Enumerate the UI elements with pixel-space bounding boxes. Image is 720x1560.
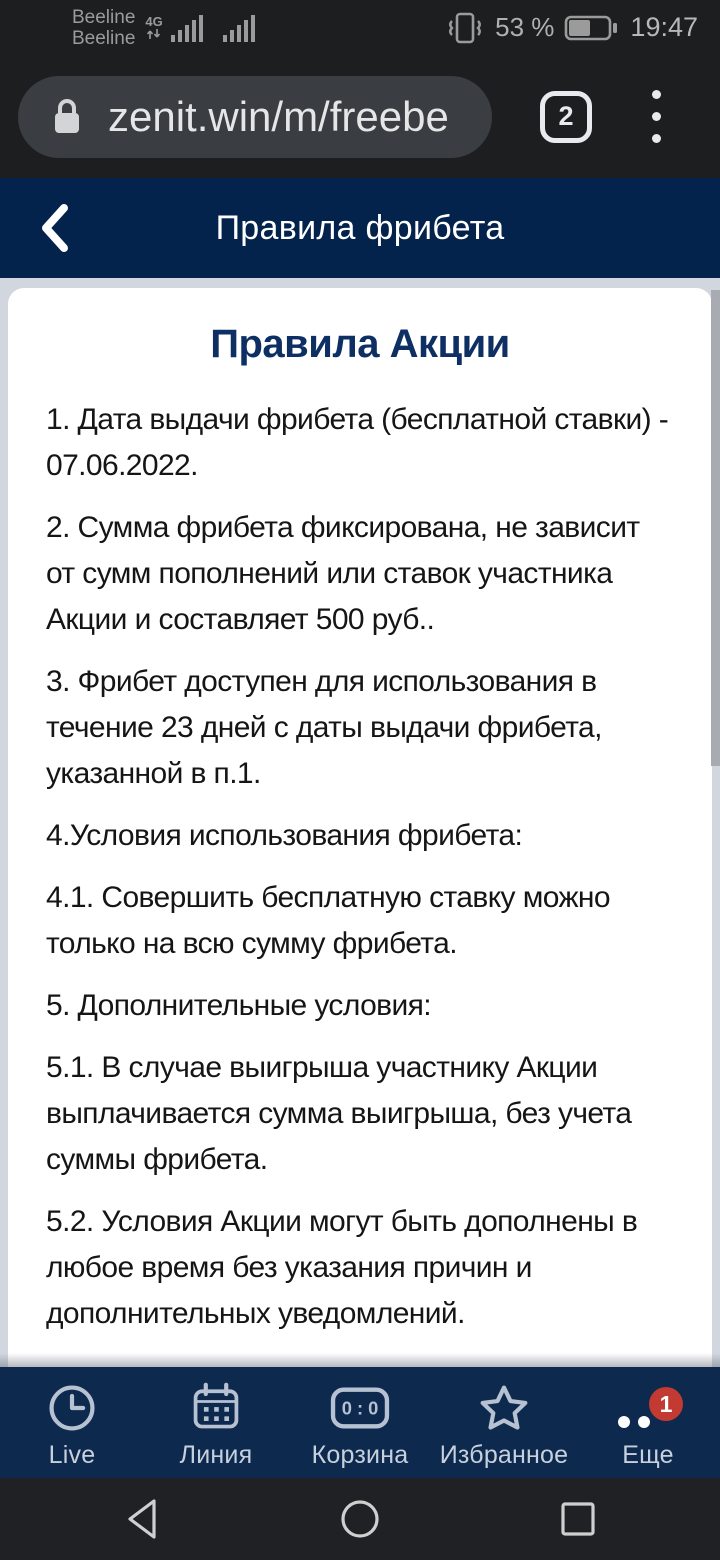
rule-paragraph: 4.1. Совершить бесплатную ставку можно только на всю сумму фрибета. — [46, 881, 610, 960]
tab-counter-button[interactable] — [540, 91, 592, 143]
nav-label: Избранное — [439, 1441, 569, 1469]
browser-toolbar — [0, 55, 720, 178]
chevron-left-icon — [37, 202, 71, 254]
rules-card — [8, 288, 712, 1367]
vibrate-icon — [445, 11, 485, 45]
nav-label: Корзина — [311, 1441, 409, 1469]
nav-label: Еще — [622, 1441, 674, 1469]
nav-item-more[interactable] — [576, 1367, 720, 1478]
lock-icon — [52, 97, 82, 137]
scoreboard-icon — [329, 1382, 391, 1434]
nav-item-favorites[interactable] — [432, 1367, 576, 1478]
header-title: Правила фрибета — [215, 208, 505, 247]
calendar-icon — [190, 1382, 242, 1434]
android-back-button[interactable] — [87, 1489, 197, 1549]
recents-square-icon — [558, 1499, 598, 1539]
more-dots-icon — [611, 1380, 685, 1436]
carrier-name-sim1: Beeline — [72, 6, 136, 28]
rule-paragraph: 3. Фрибет доступен для использования в течение 23 дней с даты выдачи фрибета, указанной в п.1. — [46, 665, 602, 790]
url-omnibox[interactable] — [18, 76, 492, 158]
android-home-button[interactable] — [305, 1489, 415, 1549]
clock-icon — [46, 1382, 98, 1434]
rule-paragraph: 5.2. Условия Акции могут быть дополнены в любое время без указания причин и дополнительных уведомлений. — [46, 1205, 638, 1330]
signal-bars-sim1-icon — [171, 13, 205, 43]
battery-icon — [564, 13, 620, 43]
status-bar — [0, 0, 720, 55]
bottom-nav — [0, 1367, 720, 1478]
battery-percent-label: 53 % — [495, 12, 555, 42]
rule-paragraph: 1. Дата выдачи фрибета (бесплатной ставки) - 07.06.2022. — [46, 403, 669, 482]
signal-bars-sim2-icon — [223, 13, 257, 43]
android-navigation-bar — [0, 1478, 720, 1560]
browser-menu-icon[interactable] — [652, 90, 661, 143]
bottom-shadow — [0, 1353, 720, 1367]
data-arrows-icon — [146, 28, 162, 40]
nav-item-basket[interactable] — [288, 1367, 432, 1478]
clock-time: 19:47 — [630, 12, 698, 42]
tab-count: 2 — [558, 101, 574, 131]
carrier-name-sim2: Beeline — [72, 27, 136, 49]
nav-label: Линия — [179, 1441, 253, 1469]
rule-paragraph: 5.1. В случае выигрыша участнику Акции выплачивается сумма выигрыша, без учета суммы фрибета. — [46, 1051, 632, 1176]
network-type-label: 4G — [145, 14, 163, 29]
score-text: 0 : 0 — [341, 1397, 379, 1419]
star-icon — [478, 1382, 530, 1434]
nav-item-live[interactable] — [0, 1367, 144, 1478]
rule-paragraph: 2. Сумма фрибета фиксирована, не зависит от сумм пополнений или ставок участника Акции и составляет 500 руб.. — [46, 511, 640, 636]
home-circle-icon — [338, 1497, 382, 1541]
scrollbar-thumb[interactable] — [711, 290, 720, 766]
back-button[interactable] — [30, 200, 78, 256]
rule-paragraph: 4.Условия использования фрибета: — [46, 819, 523, 852]
content-area — [0, 278, 720, 1367]
back-triangle-icon — [122, 1496, 162, 1542]
rule-paragraph: 5. Дополнительные условия: — [46, 989, 432, 1022]
rules-text — [46, 397, 674, 1337]
android-recents-button[interactable] — [523, 1489, 633, 1549]
nav-item-line[interactable] — [144, 1367, 288, 1478]
app-header — [0, 178, 720, 278]
badge-count: 1 — [659, 1391, 673, 1417]
url-text: zenit.win/m/freebe — [108, 92, 449, 140]
page-title: Правила Акции — [210, 322, 510, 366]
nav-label: Live — [48, 1441, 96, 1469]
